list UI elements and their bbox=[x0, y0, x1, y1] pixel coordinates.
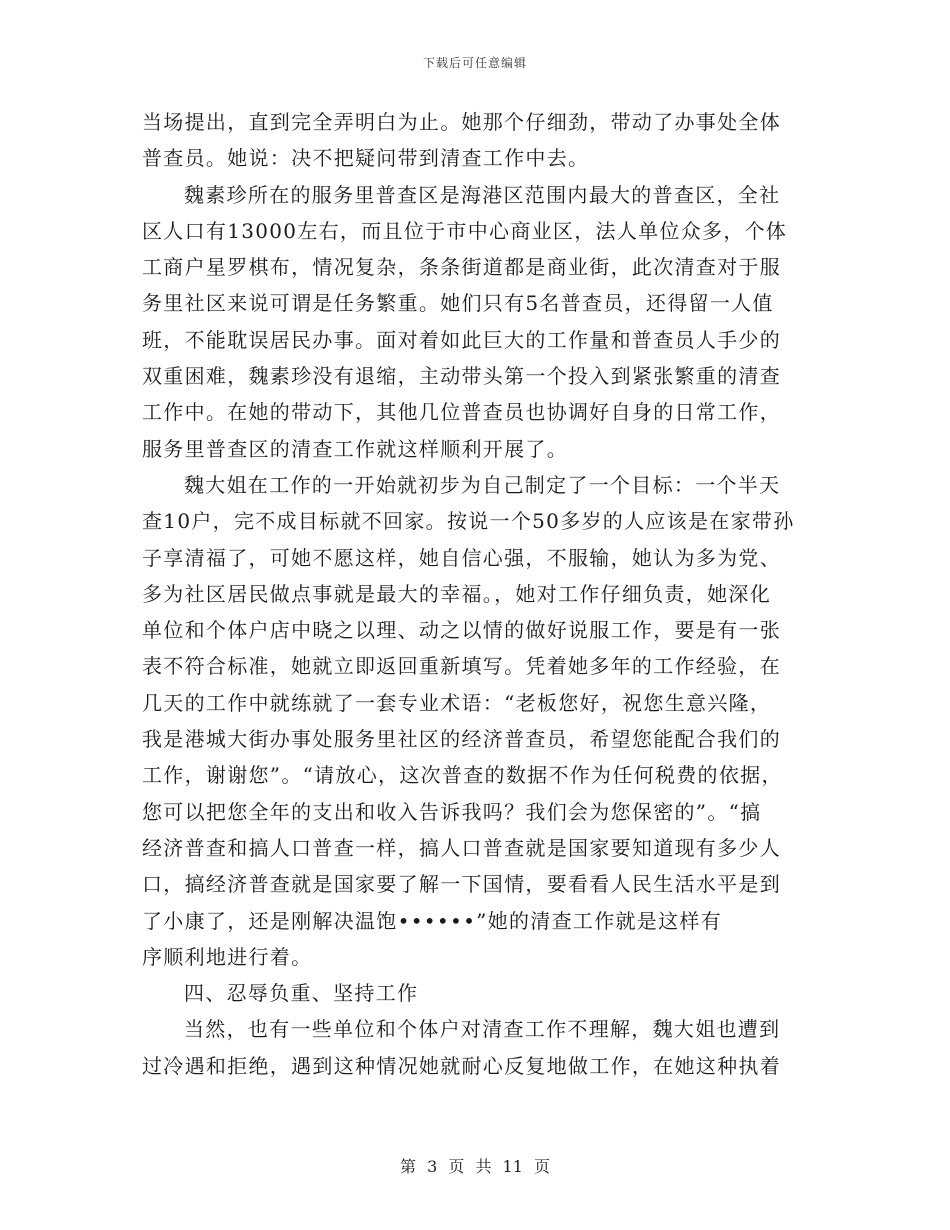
text-line: 当场提出，直到完全弄明白为止。她那个仔细劲，带动了办事处全体 bbox=[142, 110, 781, 134]
document-body bbox=[142, 104, 808, 1084]
text-line: 几天的工作中就练就了一套专业术语：“老板您好，祝您生意兴隆， bbox=[142, 690, 772, 715]
paragraph-first-line: 四、忍辱负重、坚持工作 bbox=[184, 981, 419, 1006]
text-line: 我是港城大街办事处服务里社区的经济普查员，希望您能配合我们的 bbox=[142, 727, 781, 752]
paragraph-first-line: 魏素珍所在的服务里普查区是海港区范围内最大的普查区，全社 bbox=[184, 182, 781, 207]
paragraph-first-line: 当然，也有一些单位和个体户对清查工作不理解，魏大姐也遭到 bbox=[184, 1017, 781, 1042]
text-line: 服务里普查区的清查工作就这样顺利开展了。 bbox=[142, 436, 568, 461]
text-line: 区人口有13000左右，而且位于市中心商业区，法人单位众多，个体 bbox=[142, 218, 788, 243]
text-line: 工作中。在她的带动下，其他几位普查员也协调好自身的日常工作， bbox=[142, 400, 781, 425]
paragraph-first-line: 魏大姐在工作的一开始就初步为自己制定了一个目标：一个半天 bbox=[184, 472, 781, 497]
text-line: 工商户星罗棋布，情况复杂，条条街道都是商业街，此次清查对于服 bbox=[142, 255, 781, 280]
text-line: 班，不能耽误居民办事。面对着如此巨大的工作量和普查员人手少的 bbox=[142, 327, 781, 352]
text-line: 口，搞经济普查就是国家要了解一下国情，要看看人民生活水平是到 bbox=[142, 872, 781, 897]
text-line: 过冷遇和拒绝，遇到这种情况她就耐心反复地做工作，在她这种执着 bbox=[142, 1053, 781, 1078]
text-line: 您可以把您全年的支出和收入告诉我吗？我们会为您保密的”。“搞 bbox=[142, 799, 762, 824]
text-line: 表不符合标准，她就立即返回重新填写。凭着她多年的工作经验，在 bbox=[142, 654, 781, 679]
text-line: 工作，谢谢您”。“请放心，这次普查的数据不作为任何税费的依据， bbox=[142, 763, 783, 788]
text-line: 多为社区居民做点事就是最大的幸福。，她对工作仔细负责，她深化 bbox=[142, 581, 771, 606]
text-line: 子享清福了，可她不愿这样，她自信心强，不服输，她认为多为党、 bbox=[142, 545, 781, 570]
page-header-note: 下载后可任意编辑 bbox=[422, 56, 527, 70]
page-number-footer: 第 3 页 共 11 页 bbox=[400, 1157, 550, 1176]
text-line: 经济普查和搞人口普查一样，搞人口普查就是国家要知道现有多少人 bbox=[142, 835, 781, 860]
text-line: 务里社区来说可谓是任务繁重。她们只有5名普查员，还得留一人值 bbox=[142, 291, 774, 316]
text-line: 普查员。她说：决不把疑问带到清查工作中去。 bbox=[142, 146, 590, 171]
text-line: 序顺利地进行着。 bbox=[142, 944, 313, 969]
text-line: 双重困难，魏素珍没有退缩，主动带头第一个投入到紧张繁重的清查 bbox=[142, 364, 781, 389]
text-line: 单位和个体户店中晓之以理、动之以情的做好说服工作，要是有一张 bbox=[142, 618, 781, 643]
text-line: 了小康了，还是刚解决温饱••••••”她的清查工作就是这样有 bbox=[142, 908, 723, 933]
text-line: 查10户，完不成目标就不回家。按说一个50多岁的人应该是在家带孙 bbox=[142, 509, 795, 534]
